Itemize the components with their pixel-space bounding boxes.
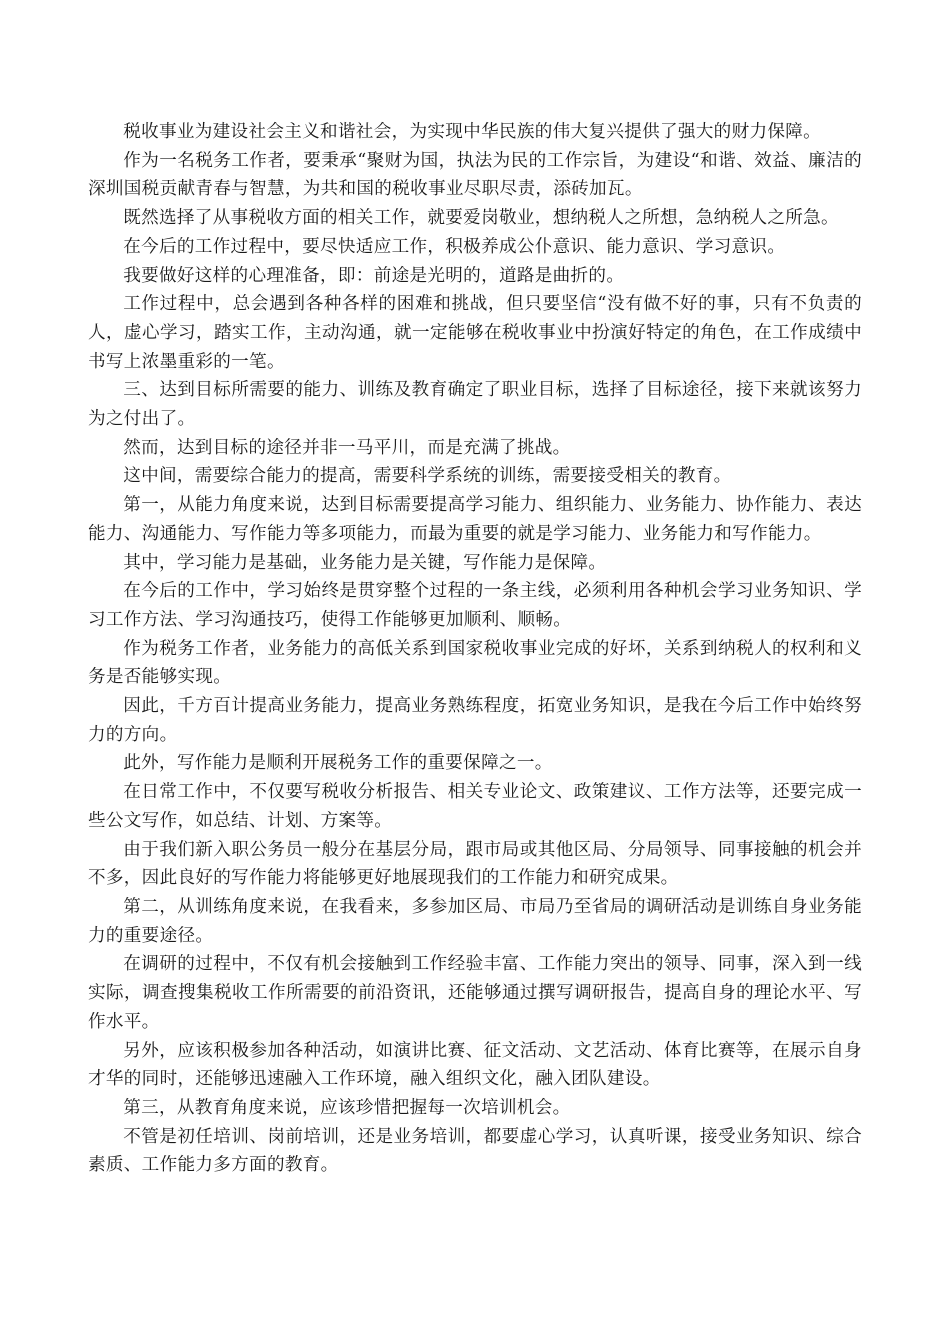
paragraph: 另外，应该积极参加各种活动，如演讲比赛、征文活动、文艺活动、体育比赛等，在展示自身才华的同时，还能够迅速融入工作环境，融入组织文化，融入团队建设。	[88, 1040, 862, 1090]
document-body	[88, 118, 862, 1180]
paragraph: 第二，从训练角度来说，在我看来，多参加区局、市局乃至省局的调研活动是训练自身业务能力的重要途径。	[88, 896, 862, 946]
paragraph: 其中，学习能力是基础，业务能力是关键，写作能力是保障。	[123, 552, 607, 573]
paragraph: 在调研的过程中，不仅有机会接触到工作经验丰富、工作能力突出的领导、同事，深入到一线实际，调查搜集税收工作所需要的前沿资讯，还能够通过撰写调研报告，提高自身的理论水平、写作水平。	[88, 954, 862, 1032]
paragraph: 工作过程中，总会遇到各种各样的困难和挑战，但只要坚信“没有做不好的事，只有不负责的人，虚心学习，踏实工作，主动沟通，就一定能够在税收事业中扮演好特定的角色，在工作成绩中书写上浓墨重彩的一笔。	[88, 294, 862, 372]
paragraph: 此外，写作能力是顺利开展税务工作的重要保障之一。	[123, 753, 553, 774]
paragraph: 这中间，需要综合能力的提高，需要科学系统的训练，需要接受相关的教育。	[123, 466, 732, 487]
paragraph: 因此，千方百计提高业务能力，提高业务熟练程度，拓宽业务知识，是我在今后工作中始终努力的方向。	[88, 696, 862, 745]
paragraph: 在今后的工作中，学习始终是贯穿整个过程的一条主线，必须利用各种机会学习业务知识、学习工作方法、学习沟通技巧，使得工作能够更加顺利、顺畅。	[88, 581, 862, 630]
paragraph: 在日常工作中，不仅要写税收分析报告、相关专业论文、政策建议、工作方法等，还要完成一些公文写作，如总结、计划、方案等。	[88, 782, 862, 831]
paragraph: 作为税务工作者，业务能力的高低关系到国家税收事业完成的好坏，关系到纳税人的权利和义务是否能够实现。	[88, 638, 862, 688]
paragraph: 作为一名税务工作者，要秉承“聚财为国，执法为民的工作宗旨，为建设“和谐、效益、廉洁的深圳国税贡献青春与智慧，为共和国的税收事业尽职尽责，添砖加瓦。	[88, 150, 862, 200]
paragraph: 第三，从教育角度来说，应该珍惜把握每一次培训机会。	[123, 1097, 571, 1118]
paragraph: 既然选择了从事税收方面的相关工作，就要爱岗敬业，想纳税人之所想，急纳税人之所急。	[123, 208, 839, 229]
section-heading-paragraph: 三、达到目标所需要的能力、训练及教育确定了职业目标，选择了目标途径，接下来就该努力为之付出了。	[88, 380, 862, 430]
paragraph: 第一，从能力角度来说，达到目标需要提高学习能力、组织能力、业务能力、协作能力、表达能力、沟通能力、写作能力等多项能力，而最为重要的就是学习能力、业务能力和写作能力。	[88, 495, 862, 544]
paragraph: 我要做好这样的心理准备，即：前途是光明的，道路是曲折的。	[123, 265, 625, 286]
paragraph: 在今后的工作过程中，要尽快适应工作，积极养成公仆意识、能力意识、学习意识。	[123, 236, 786, 257]
paragraph: 然而，达到目标的途径并非一马平川，而是充满了挑战。	[123, 437, 571, 458]
paragraph: 由于我们新入职公务员一般分在基层分局，跟市局或其他区局、分局领导、同事接触的机会并不多，因此良好的写作能力将能够更好地展现我们的工作能力和研究成果。	[88, 839, 862, 889]
paragraph: 不管是初任培训、岗前培训，还是业务培训，都要虚心学习，认真听课，接受业务知识、综合素质、工作能力多方面的教育。	[88, 1126, 862, 1176]
paragraph: 税收事业为建设社会主义和谐社会，为实现中华民族的伟大复兴提供了强大的财力保障。	[123, 122, 822, 142]
